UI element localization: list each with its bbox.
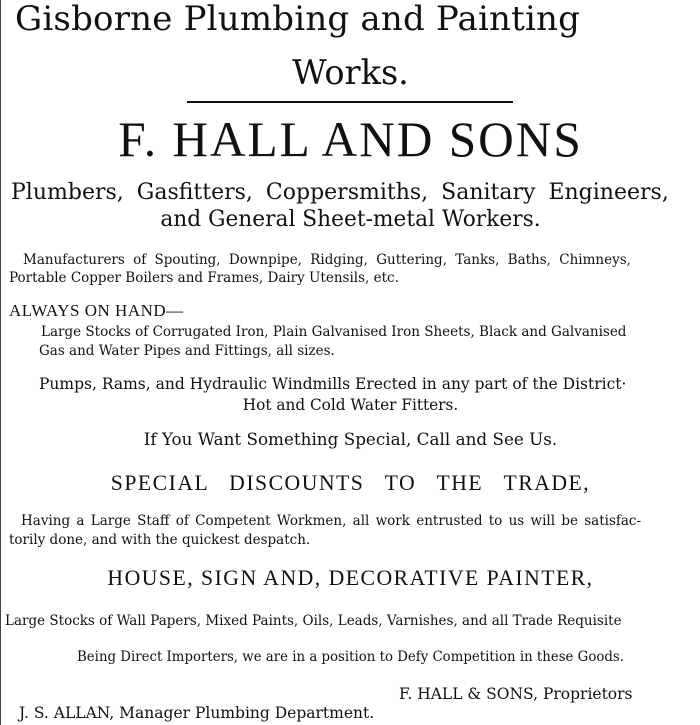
direct-importers-line: Being Direct Importers, we are in a position to Defy Competition in these Goods. <box>77 649 624 665</box>
special-discounts-heading: SPECIAL DISCOUNTS TO THE TRADE, <box>110 470 591 495</box>
staff-line-1: Having a Large Staff of Competent Workmen, all work entrusted to us will be satisfac- <box>21 513 642 529</box>
proprietors-signature: F. HALL & SONS, Proprietors <box>399 685 633 703</box>
always-on-hand-heading: ALWAYS ON HAND— <box>9 301 184 320</box>
trades-line-1: Plumbers, Gasfitters, Coppersmiths, Sanitary Engineers, <box>11 180 669 205</box>
stocks-line-1: Large Stocks of Corrugated Iron, Plain Galvanised Iron Sheets, Black and Galvanised <box>41 324 627 340</box>
ad-title-line-1: Gisborne Plumbing and Painting <box>15 0 581 39</box>
house-painter-heading: HOUSE, SIGN AND, DECORATIVE PAINTER, <box>107 565 594 590</box>
ad-title-line-2: Works. <box>292 53 409 93</box>
pumps-line-2: Hot and Cold Water Fitters. <box>242 396 459 414</box>
wall-papers-line: Large Stocks of Wall Papers, Mixed Paints, Oils, Leads, Varnishes, and all Trade Requisite <box>5 613 622 629</box>
title-divider <box>187 101 513 103</box>
manufacturers-line-2: Portable Copper Boilers and Frames, Dairy Utensils, etc. <box>9 270 399 286</box>
manufacturers-line-1: Manufacturers of Spouting, Downpipe, Ridging, Guttering, Tanks, Baths, Chimneys, <box>23 252 631 268</box>
want-special-line: If You Want Something Special, Call and See Us. <box>143 430 558 450</box>
staff-line-2: torily done, and with the quickest despatch. <box>9 532 311 548</box>
manager-signature: J. S. ALLAN, Manager Plumbing Department. <box>19 704 375 722</box>
trades-line-2: and General Sheet-metal Workers. <box>160 207 541 232</box>
pumps-line-1: Pumps, Rams, and Hydraulic Windmills Erected in any part of the District· <box>39 375 627 393</box>
stocks-line-2: Gas and Water Pipes and Fittings, all sizes. <box>39 343 335 359</box>
firm-name: F. HALL AND SONS <box>118 111 583 167</box>
